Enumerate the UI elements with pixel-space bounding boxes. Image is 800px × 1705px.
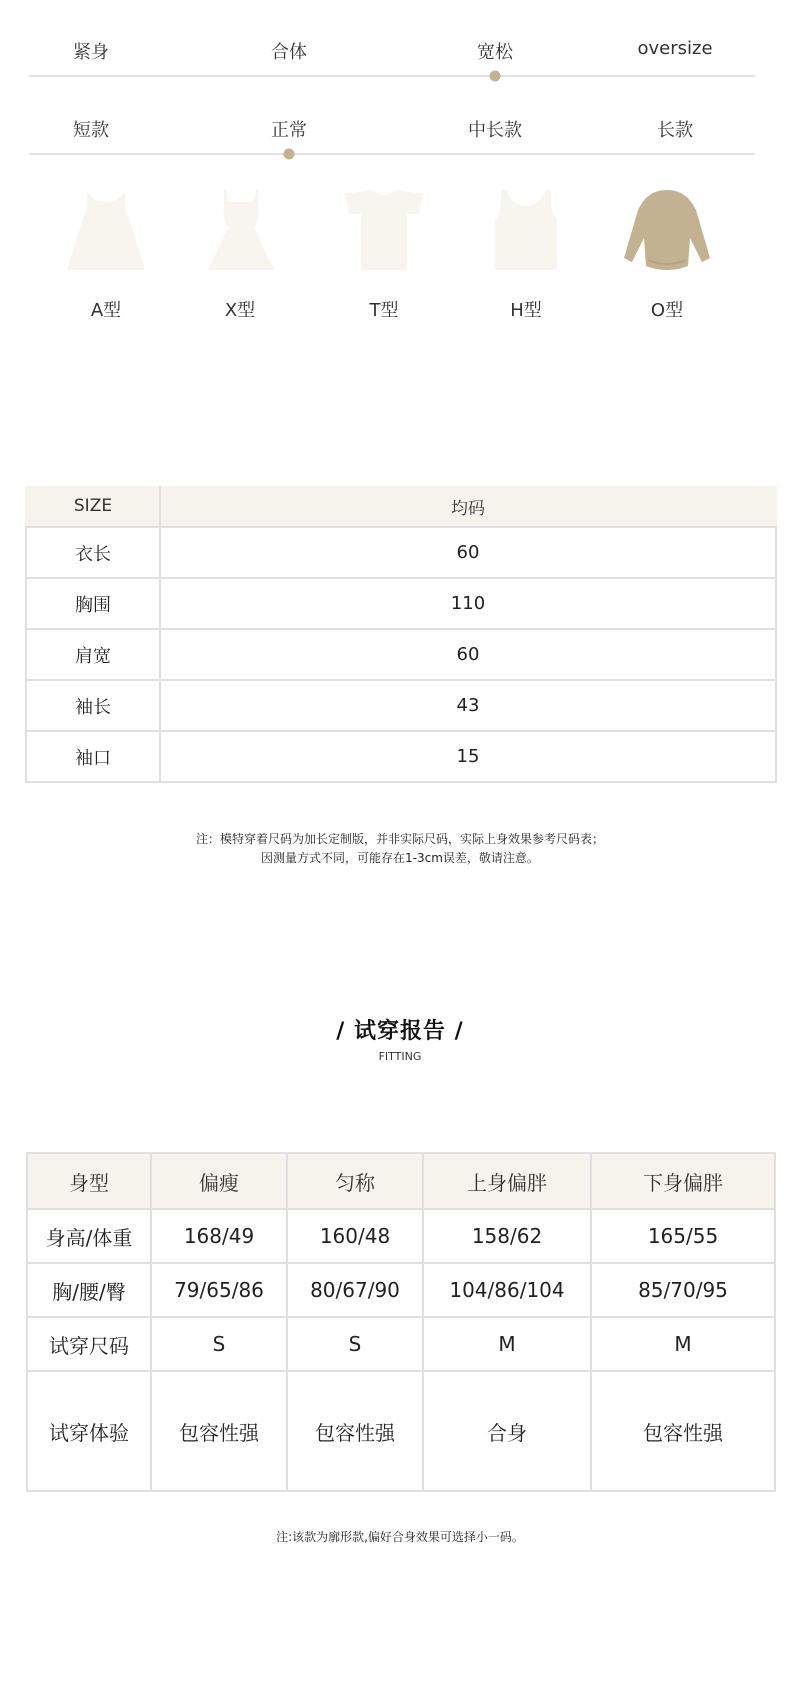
fit-cell: 104/86/104 [423,1263,591,1317]
table-row [27,1263,775,1317]
measure-value: 43 [160,680,776,731]
size-note [0,830,800,868]
fit-cell: M [423,1317,591,1371]
fit-cell: S [287,1317,423,1371]
silhouette-label-a: A型 [90,300,122,321]
fit-cell: 165/55 [591,1209,775,1263]
table-row [26,629,776,680]
measure-name: 肩宽 [26,629,160,680]
measure-value: 15 [160,731,776,782]
table-row [27,1209,775,1263]
measure-name: 袖长 [26,680,160,731]
fit-cell: 85/70/95 [591,1263,775,1317]
table-row [27,1371,775,1491]
measure-value: 60 [160,629,776,680]
size-note-line-2: 因测量方式不同，可能存在1-3cm误差，敬请注意。 [261,851,539,865]
size-table [25,486,777,783]
x-line-dress-icon [196,188,286,280]
fit-cell: S [151,1317,287,1371]
length-selected-dot [284,149,295,160]
fitting-table-header [27,1153,775,1209]
table-row [26,731,776,782]
fit-cell: 79/65/86 [151,1263,287,1317]
fit-row-label: 试穿体验 [27,1371,151,1491]
table-row [26,578,776,629]
fit-cell: M [591,1317,775,1371]
fit-header-cell: 匀称 [287,1153,423,1209]
fit-label-loose: 宽松 [477,42,513,63]
length-label-long: 长款 [657,120,693,141]
length-label-midlong: 中长款 [468,120,522,141]
h-line-top-icon [481,188,571,280]
fit-cell: 158/62 [423,1209,591,1263]
length-scale-line [29,153,755,155]
fit-label-regular: 合体 [271,42,307,63]
length-label-short: 短款 [73,120,109,141]
silhouette-label-h: H型 [510,300,542,321]
measure-name: 衣长 [26,527,160,578]
length-label-normal: 正常 [271,120,307,141]
measure-name: 袖口 [26,731,160,782]
report-title: / 试穿报告 / [336,1019,464,1044]
o-shape-sweater-icon [622,188,712,280]
fit-header-cell: 下身偏胖 [591,1153,775,1209]
size-table-header [26,486,776,527]
fit-label-oversize: oversize [637,38,713,59]
fitting-note: 注:该款为廓形款,偏好合身效果可选择小一码。 [276,1530,524,1544]
fit-header-cell: 上身偏胖 [423,1153,591,1209]
silhouette-label-o: O型 [650,300,684,321]
measure-value: 110 [160,578,776,629]
fitting-table [26,1152,776,1492]
fit-scale-line [29,75,755,77]
a-line-dress-icon [61,188,151,280]
fit-scale [29,38,755,88]
t-shirt-icon [339,188,429,280]
report-subtitle: FITTING [378,1050,422,1063]
fit-cell: 168/49 [151,1209,287,1263]
fit-header-cell: 偏瘦 [151,1153,287,1209]
fit-cell: 包容性强 [591,1371,775,1491]
fit-cell: 包容性强 [151,1371,287,1491]
table-row [26,527,776,578]
fit-row-label: 胸/腰/臀 [27,1263,151,1317]
fit-row-label: 身高/体重 [27,1209,151,1263]
size-note-line-1: 注：模特穿着尺码为加长定制版，并非实际尺码，实际上身效果参考尺码表； [195,832,604,846]
size-header-value: 均码 [160,486,776,527]
size-header-cell: SIZE [26,486,160,527]
fit-label-tight: 紧身 [73,42,109,63]
measure-value: 60 [160,527,776,578]
fit-selected-dot [490,71,501,82]
fit-cell: 160/48 [287,1209,423,1263]
length-scale [29,116,755,166]
fit-cell: 包容性强 [287,1371,423,1491]
table-row [26,680,776,731]
silhouette-label-x: X型 [224,300,256,321]
fit-cell: 合身 [423,1371,591,1491]
silhouette-label-t: T型 [369,300,399,321]
fit-header-cell: 身型 [27,1153,151,1209]
table-row [27,1317,775,1371]
measure-name: 胸围 [26,578,160,629]
fit-cell: 80/67/90 [287,1263,423,1317]
fit-row-label: 试穿尺码 [27,1317,151,1371]
